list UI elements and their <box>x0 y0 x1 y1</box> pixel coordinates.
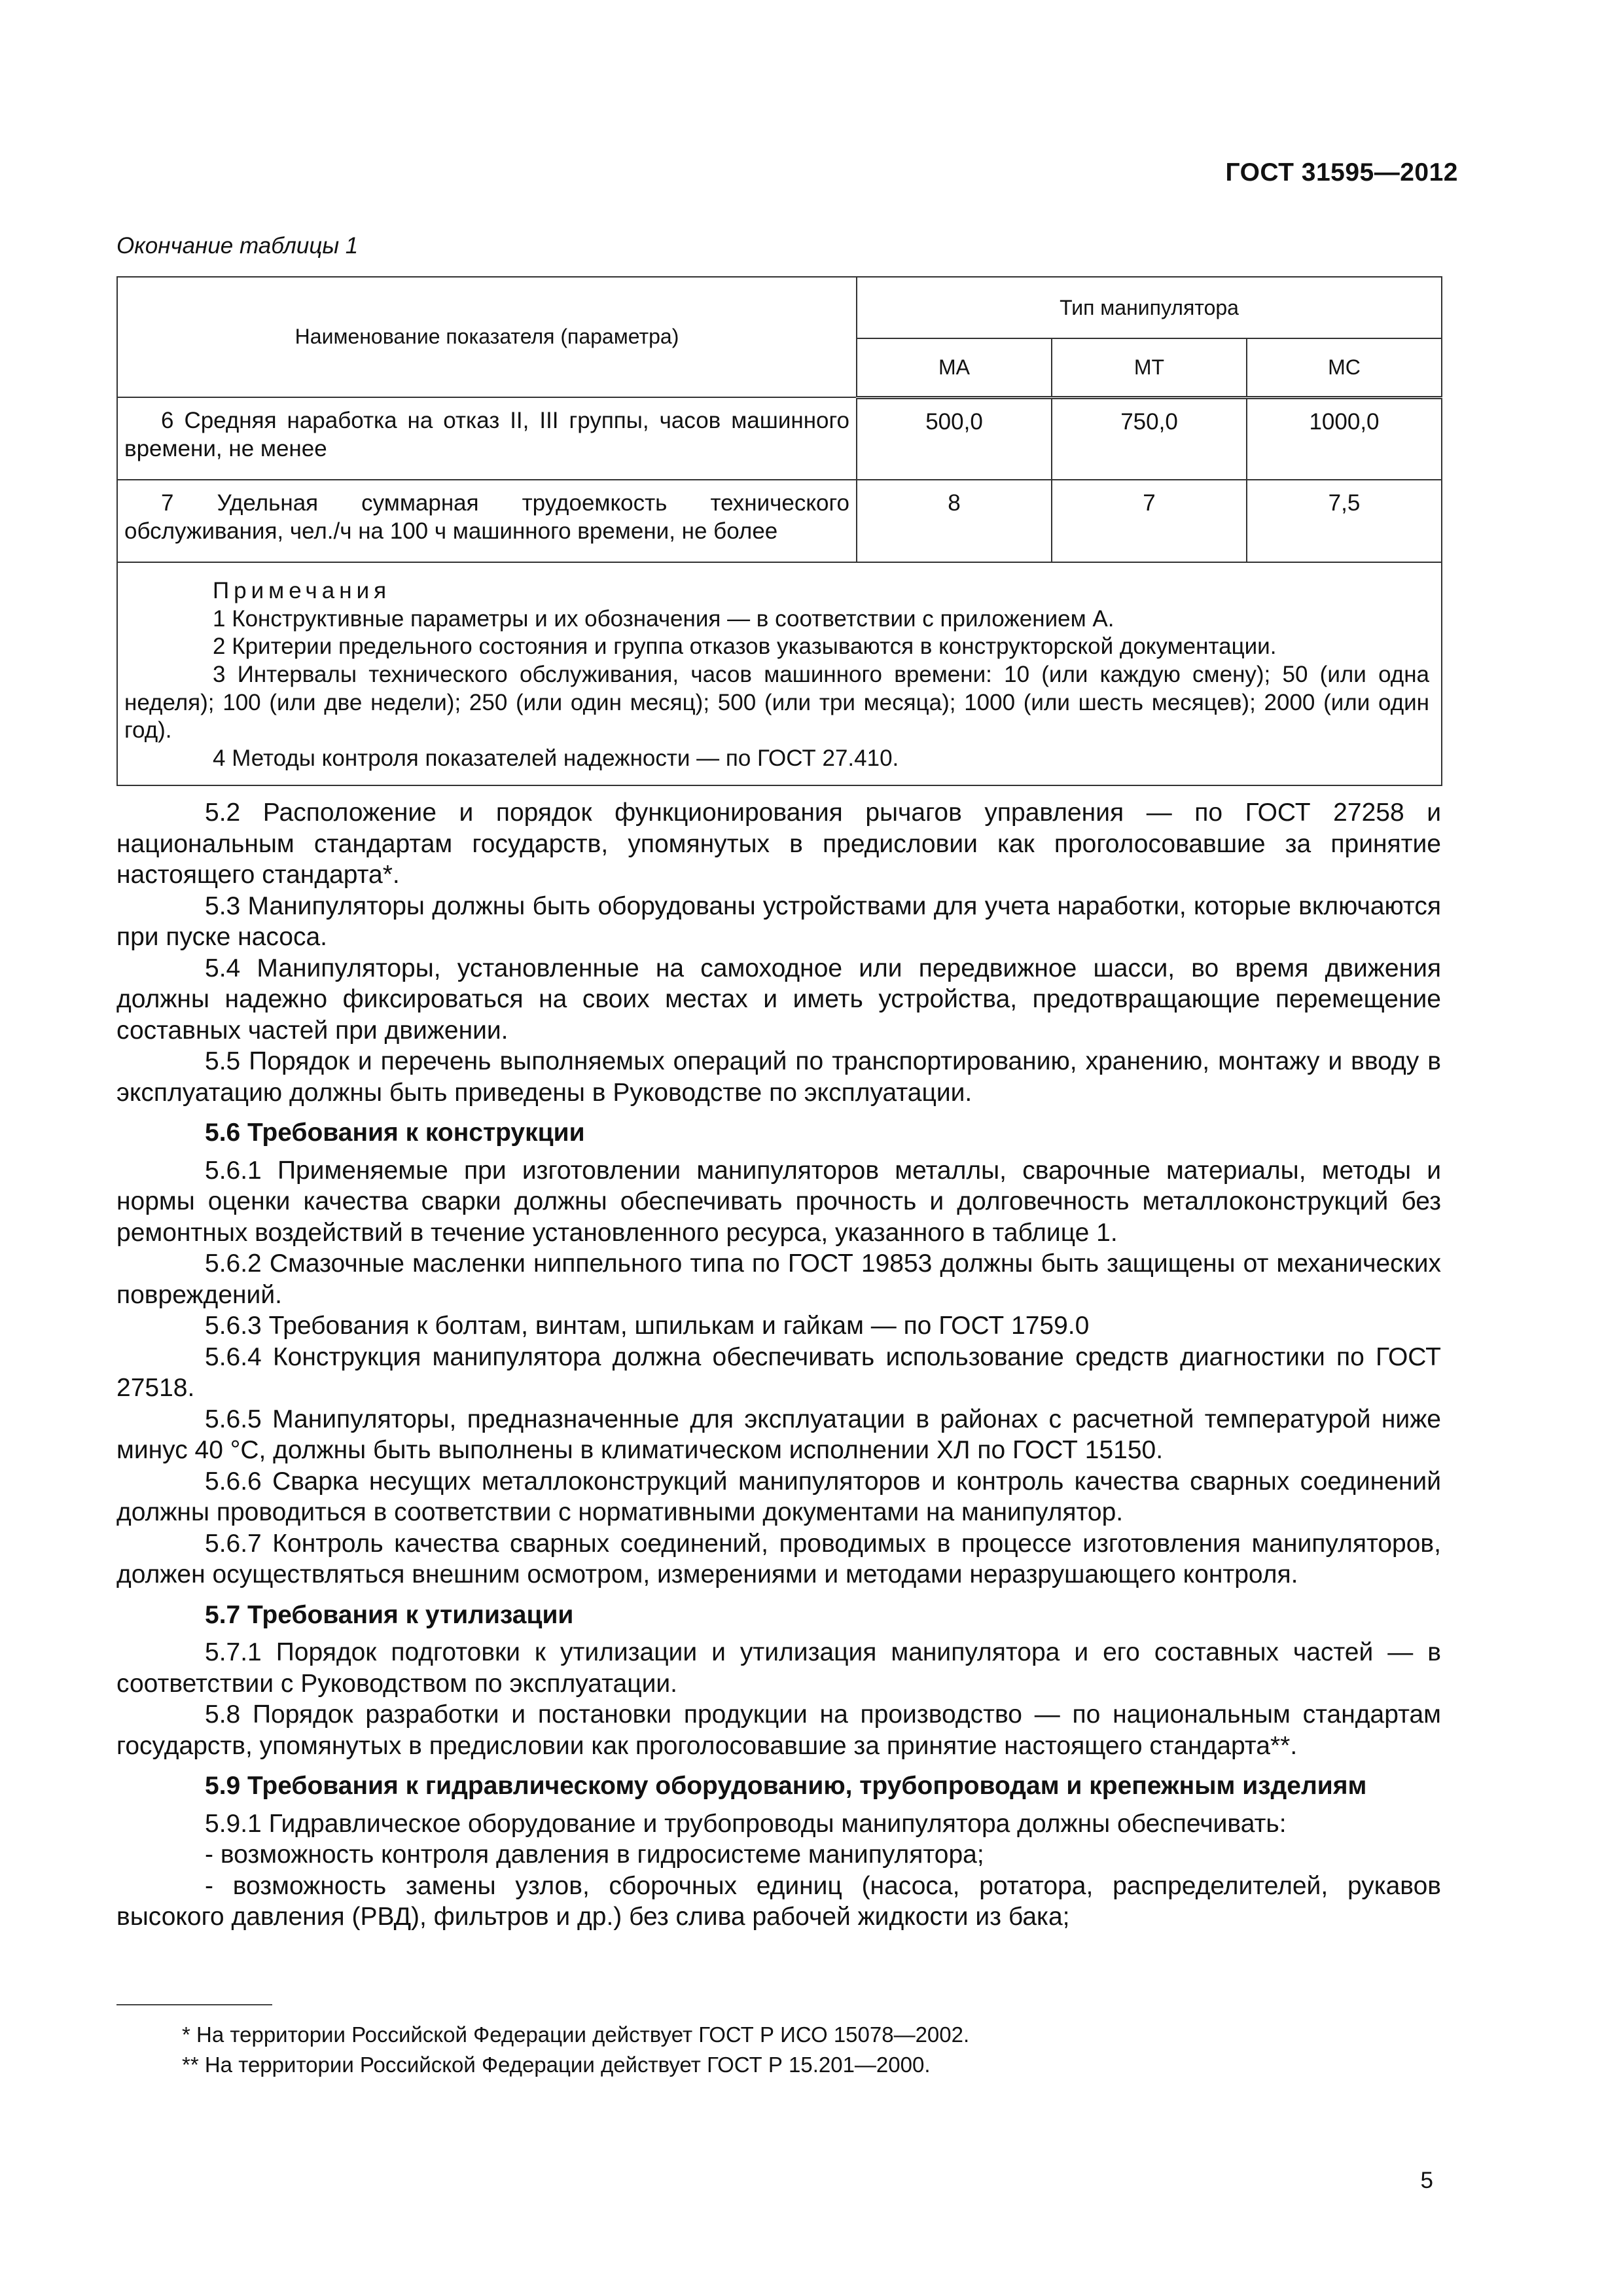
note-4: 4 Методы контроля показателей надежности — по ГОСТ 27.410. <box>213 745 899 772</box>
note-2: 2 Критерии предельного состояния и группа отказов указываются в конструкторской документации. <box>213 634 1277 660</box>
header-parameter-name: Наименование показателя (параметра) <box>117 277 857 397</box>
row-7-value-ma: 8 <box>857 480 1052 562</box>
note-1: 1 Конструктивные параметры и их обозначения — в соответствии с приложением А. <box>213 605 1115 632</box>
header-type-ma: МА <box>857 338 1052 397</box>
paragraph-5-5: 5.5 Порядок и перечень выполняемых операций по транспортированию, хранению, монтажу и вводу в эксплуатацию должны быть приведены в Руководстве по эксплуатации. <box>116 1047 1441 1107</box>
notes-title: Примечания <box>213 578 391 603</box>
paragraph-5-6-6: 5.6.6 Сварка несущих металлоконструкций манипуляторов и контроль качества сварных соединений должны проводиться в соответствии с нормативными документами на манипулятор. <box>116 1467 1441 1526</box>
paragraph-5-6-1: 5.6.1 Применяемые при изготовлении манипуляторов металлы, сварочные материалы, методы и нормы оценки качества сварки должны обеспечивать прочность и долговечность металлоконструкций без ремонтных воздействий в течение установленного ресурса, указанного в таблице 1. <box>116 1156 1441 1247</box>
row-7-value-mt: 7 <box>1052 480 1247 562</box>
row-7-value-ms: 7,5 <box>1247 480 1442 562</box>
header-type-ms: МС <box>1247 338 1442 397</box>
header-type-mt: МТ <box>1052 338 1247 397</box>
paragraph-5-6-4: 5.6.4 Конструкция манипулятора должна обеспечивать использование средств диагностики по ГОСТ 27518. <box>116 1342 1441 1402</box>
paragraph-5-9-1: 5.9.1 Гидравлическое оборудование и трубопроводы манипулятора должны обеспечивать: <box>205 1809 1287 1838</box>
footnotes <box>116 2020 1441 2080</box>
header-manipulator-type: Тип манипулятора <box>857 277 1442 338</box>
table-1 <box>116 276 1442 786</box>
table-notes <box>117 562 1442 785</box>
heading-5-9: 5.9 Требования к гидравлическому оборудованию, трубопроводам и крепежным изделиям <box>205 1772 1367 1800</box>
document-code: ГОСТ 31595—2012 <box>1225 158 1458 187</box>
footnote-2: ** На территории Российской Федерации действует ГОСТ Р 15.201—2000. <box>182 2053 931 2077</box>
paragraph-5-4: 5.4 Манипуляторы, установленные на самоходное или передвижное шасси, во время движения должны надежно фиксироваться на своих местах и иметь устройства, предотвращающие перемещение составных частей при движении. <box>116 954 1441 1045</box>
row-6-value-mt: 750,0 <box>1052 397 1247 480</box>
table-row <box>117 397 1442 480</box>
paragraph-5-6-7: 5.6.7 Контроль качества сварных соединений, проводимых в процессе изготовления манипуляторов, должен осуществляться внешним осмотром, измерениями и методами неразрушающего контроля. <box>116 1529 1441 1588</box>
heading-5-7: 5.7 Требования к утилизации <box>205 1600 574 1629</box>
paragraph-5-7-1: 5.7.1 Порядок подготовки к утилизации и утилизация манипулятора и его составных частей — в соответствии с Руководством по эксплуатации. <box>116 1638 1441 1698</box>
paragraph-5-6-3: 5.6.3 Требования к болтам, винтам, шпилькам и гайкам — по ГОСТ 1759.0 <box>205 1312 1090 1340</box>
paragraph-5-6-5: 5.6.5 Манипуляторы, предназначенные для эксплуатации в районах с расчетной температурой ниже минус 40 °С, должны быть выполнены в климатическом исполнении ХЛ по ГОСТ 15150. <box>116 1405 1441 1464</box>
row-6-value-ma: 500,0 <box>857 397 1052 480</box>
table-caption: Окончание таблицы 1 <box>116 233 359 259</box>
row-7-parameter: 7 Удельная суммарная трудоемкость технического обслуживания, чел./ч на 100 ч машинного времени, не более <box>117 480 857 562</box>
paragraph-5-2: 5.2 Расположение и порядок функционирования рычагов управления — по ГОСТ 27258 и национальным стандартам государств, упомянутых в предисловии как проголосовавшие за принятие настоящего стандарта*. <box>116 798 1441 889</box>
footnote-1: * На территории Российской Федерации действует ГОСТ Р ИСО 15078—2002. <box>182 2022 970 2047</box>
paragraph-5-6-2: 5.6.2 Смазочные масленки ниппельного типа по ГОСТ 19853 должны быть защищены от механических повреждений. <box>116 1249 1441 1309</box>
row-6-value-ms: 1000,0 <box>1247 397 1442 480</box>
page-number: 5 <box>1420 2168 1433 2193</box>
table-row <box>117 480 1442 562</box>
heading-5-6: 5.6 Требования к конструкции <box>205 1119 585 1147</box>
footnote-divider <box>116 2004 272 2005</box>
paragraph-5-8: 5.8 Порядок разработки и постановки продукции на производство — по национальным стандартам государств, упомянутых в предисловии как проголосовавшие за принятие настоящего стандарта**. <box>116 1700 1441 1760</box>
list-item: - возможность контроля давления в гидросистеме манипулятора; <box>205 1840 984 1869</box>
note-3: 3 Интервалы технического обслуживания, часов машинного времени: 10 (или каждую смену); 50 (или одна неделя); 100 (или две недели); 250 (или один месяц); 500 (или три месяца); 1000 (или шесть месяцев); 2000 (или один год). <box>124 662 1430 744</box>
row-6-parameter: 6 Средняя наработка на отказ II, III группы, часов машинного времени, не менее <box>117 397 857 480</box>
paragraph-5-3: 5.3 Манипуляторы должны быть оборудованы устройствами для учета наработки, которые включаются при пуске насоса. <box>116 891 1441 951</box>
body-text <box>116 797 1441 1933</box>
list-item: - возможность замены узлов, сборочных единиц (насоса, ротатора, распределителей, рукавов высокого давления (РВД), фильтров и др.) без слива рабочей жидкости из бака; <box>116 1871 1441 1931</box>
